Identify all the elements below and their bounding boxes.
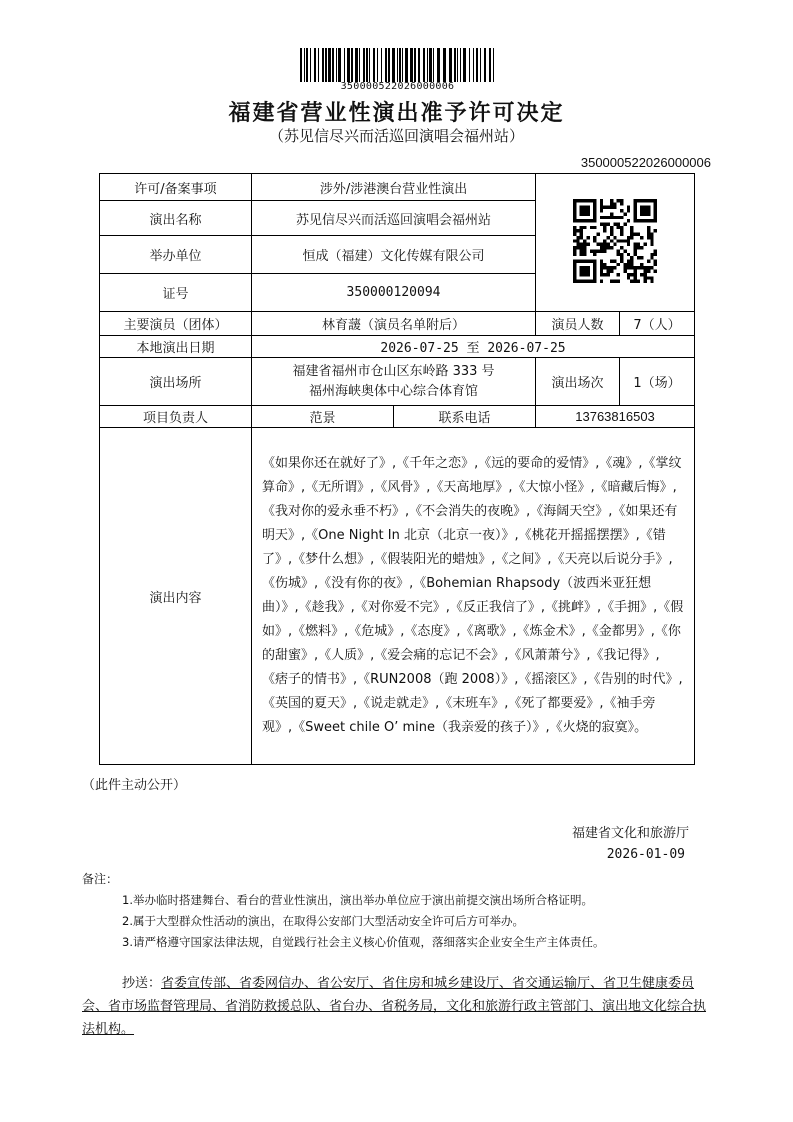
show-name-value: 苏见信尽兴而活巡回演唱会福州站: [252, 201, 536, 236]
phone-value: 13763816503: [536, 406, 695, 428]
table-row: [100, 428, 695, 765]
table-row: [100, 312, 695, 336]
qr-code-image: [573, 199, 657, 283]
phone-label: 联系电话: [394, 406, 536, 428]
table-row: [100, 358, 695, 406]
project-manager-label: 项目负责人: [100, 406, 252, 428]
show-date-value: 2026-07-25 至 2026-07-25: [252, 336, 695, 358]
permit-type-value: 涉外/涉港澳台营业性演出: [252, 174, 536, 201]
venue-value: [252, 358, 536, 406]
license-number-label: 证号: [100, 274, 252, 312]
main-performers-value: 林育蘐（演员名单附后）: [252, 312, 536, 336]
venue-label: 演出场所: [100, 358, 252, 406]
document-title: 福建省营业性演出准予许可决定: [228, 100, 565, 126]
issue-date: 2026-01-09: [606, 847, 685, 862]
remark-item: 3.请严格遵守国家法律法规，自觉践行社会主义核心价值观，落细落实企业安全生产主体责任。: [122, 935, 605, 949]
show-date-label: 本地演出日期: [100, 336, 252, 358]
cc-label: 抄送：: [122, 976, 162, 991]
cc-section: [82, 972, 714, 1041]
document-number: 350000522026000006: [580, 155, 711, 170]
license-number-value: 350000120094: [252, 274, 536, 312]
venue-address: 福建省福州市仓山区东岭路 333 号: [292, 363, 495, 379]
sessions-label: 演出场次: [536, 358, 620, 406]
cc-recipients: 省委宣传部、省委网信办、省公安厅、省住房和城乡建设厅、省交通运输厅、省卫生健康委员会、省市场监督管理局、省消防救援总队、省台办、省税务局，文化和旅游行政主管部门、演出地文化综合执法机构。: [82, 976, 707, 1037]
remark-item: 2.属于大型群众性活动的演出，在取得公安部门大型活动安全许可后方可举办。: [122, 914, 524, 928]
sessions-value: 1（场）: [620, 358, 695, 406]
permit-table: [99, 173, 695, 765]
barcode-image: [300, 48, 495, 82]
organizer-value: 恒成（福建）文化传媒有限公司: [252, 236, 536, 274]
public-disclosure-note: （此件主动公开）: [82, 778, 187, 793]
show-content-value: 《如果你还在就好了》,《千年之恋》,《远的要命的爱情》,《魂》,《掌纹算命》,《无所谓》,《风骨》,《天高地厚》,《大惊小怪》,《暗藏后悔》,《我对你的爱永垂不朽》,《不会消失的夜晚》,《海阔天空》,《如果还有明天》,《One Night In 北京（北京一夜）》,《桃花开摇摇摆摆》,《错了》,《梦什么想》,《假装阳光的蜡烛》,《之间》,《天亮以后说分手》,《伤城》,《没有你的夜》,《Bohemian Rhapsody（波西米亚狂想曲）》,《趁我》,《对你爱不完》,《反正我信了》,《挑衅》,《手拥》,《假如》,《燃料》,《危城》,《态度》,《离歌》,《炼金术》,《金都男》,《你的甜蜜》,《人质》,《爱会痛的忘记不会》,《风萧萧兮》,《我记得》,《痞子的情书》,《RUN2008（跑 2008）》,《摇滚区》,《告别的时代》,《英国的夏天》,《说走就走》,《末班车》,《死了都要爱》,《袖手旁观》,《Sweet chile O’ mine（我亲爱的孩子）》,《火烧的寂寞》。: [252, 428, 695, 765]
remarks-list: [122, 890, 604, 953]
table-row: [100, 174, 695, 201]
show-content-label: 演出内容: [100, 428, 252, 765]
venue-name: 福州海峡奥体中心综合体育馆: [309, 383, 479, 399]
performer-count-label: 演员人数: [536, 312, 620, 336]
project-manager-value: 范景: [252, 406, 394, 428]
barcode-number: 350000522026000006: [340, 81, 455, 92]
remarks-title: 备注：: [82, 872, 119, 886]
permit-type-label: 许可/备案事项: [100, 174, 252, 201]
issuing-authority: 福建省文化和旅游厅: [571, 826, 689, 841]
table-row: [100, 406, 695, 428]
qr-code-cell: [536, 174, 695, 312]
document-subtitle: （苏见信尽兴而活巡回演唱会福州站）: [268, 127, 524, 145]
main-performers-label: 主要演员（团体）: [100, 312, 252, 336]
table-row: [100, 336, 695, 358]
organizer-label: 举办单位: [100, 236, 252, 274]
performer-count-value: 7（人）: [620, 312, 695, 336]
show-name-label: 演出名称: [100, 201, 252, 236]
remark-item: 1.举办临时搭建舞台、看台的营业性演出，演出举办单位应于演出前提交演出场所合格证明。: [122, 893, 593, 907]
